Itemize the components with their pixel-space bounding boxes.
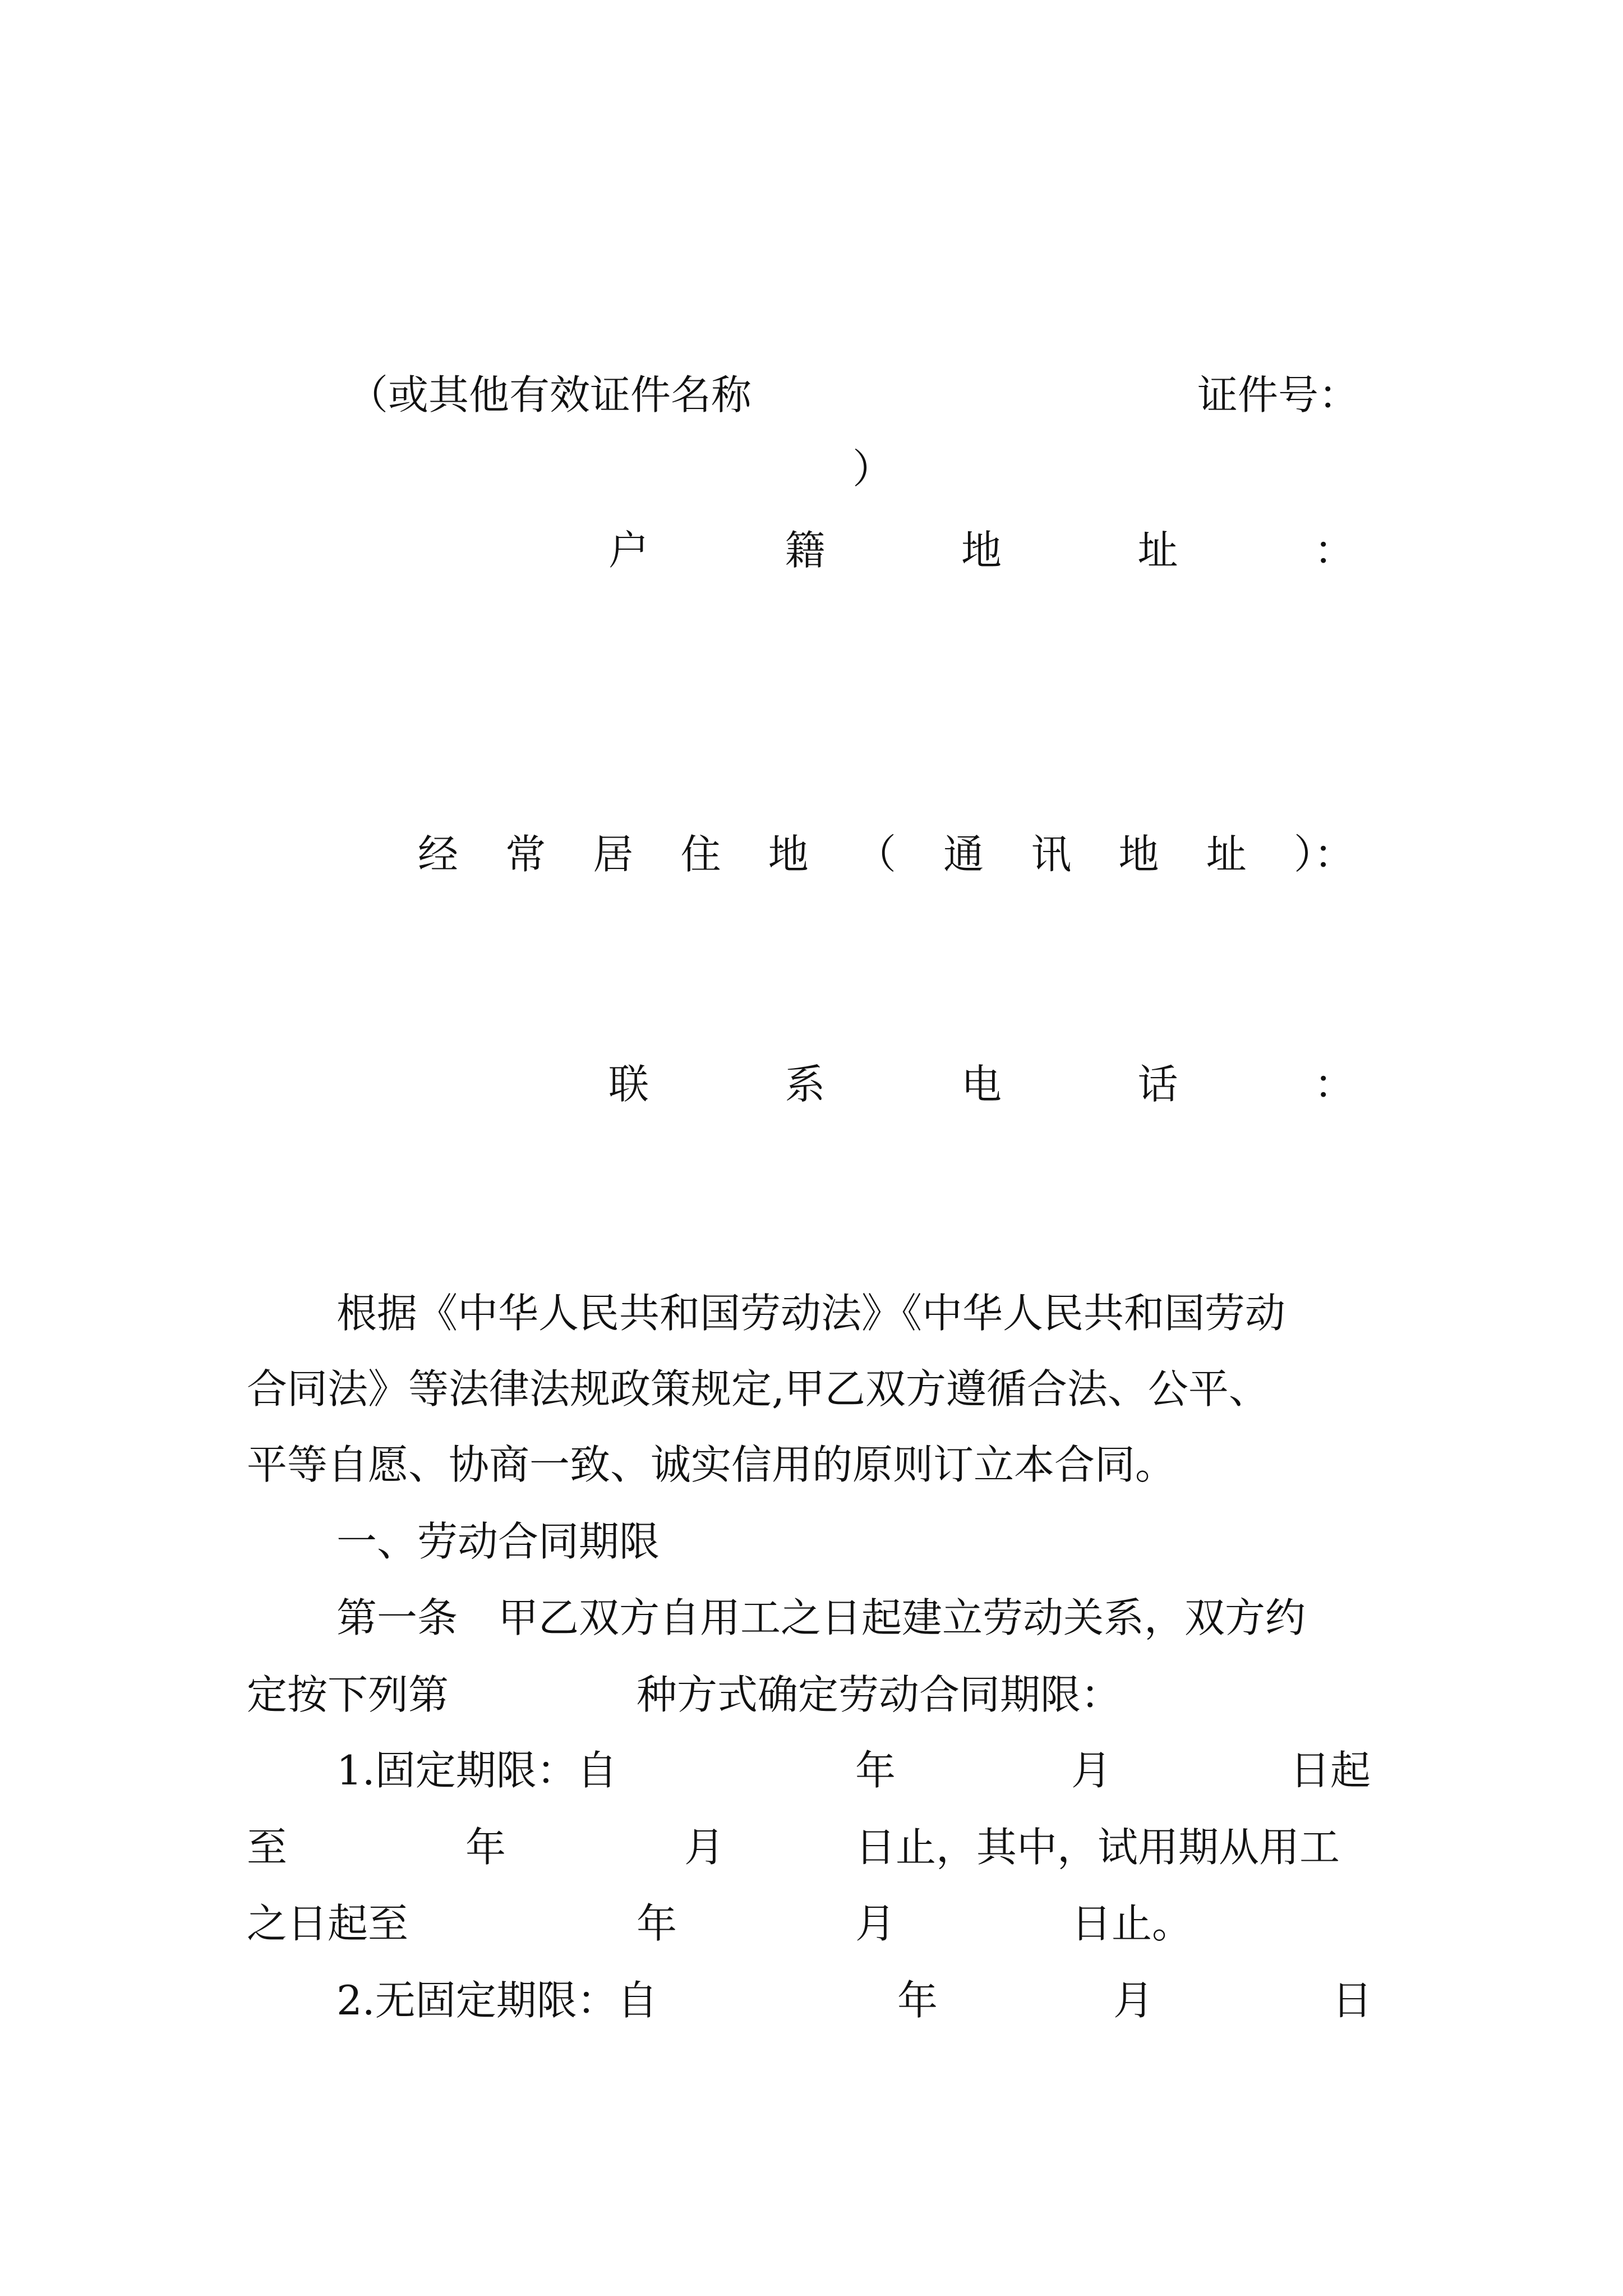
label-char: 讯 (1031, 831, 1072, 878)
household-address-label (608, 527, 1354, 574)
article-1-line-2a: 定按下列第 (247, 1671, 449, 1718)
label-char: 住 (680, 831, 721, 878)
fixed-term-day: 日起 (1290, 1747, 1371, 1794)
probation-month: 月 (855, 1900, 896, 1947)
label-char: 经 (418, 831, 459, 878)
id-type-label: （或其他有效证件名称 (348, 371, 752, 418)
label-char: 电 (961, 1061, 1002, 1108)
fixed-term-end-day: 日止，其中，试用期从用工 (855, 1824, 1340, 1871)
phone-label (608, 1061, 1354, 1108)
intro-line-2: 合同法》等法律法规政策规定,甲乙双方遵循合法、公平、 (247, 1365, 1269, 1412)
label-char: 址 (1206, 831, 1247, 878)
probation-start: 之日起至 (247, 1900, 409, 1947)
intro-line-1: 根据《中华人民共和国劳动法》《中华人民共和国劳动 (336, 1290, 1286, 1337)
probation-year: 年 (637, 1900, 677, 1947)
id-close-paren: ） (852, 445, 893, 493)
open-term-year: 年 (897, 1977, 938, 2024)
label-char: 话 (1137, 1061, 1178, 1108)
label-char: 居 (593, 831, 634, 878)
fixed-term-month: 月 (1071, 1747, 1112, 1794)
probation-day: 日止。 (1071, 1900, 1193, 1947)
article-1-line-2b: 种方式确定劳动合同期限： (637, 1671, 1122, 1718)
article-1-line-1: 第一条 甲乙双方自用工之日起建立劳动关系，双方约 (336, 1594, 1306, 1641)
label-char: 系 (785, 1061, 826, 1108)
label-char: （ (855, 831, 896, 878)
open-term-start: 2.无固定期限：自 (336, 1977, 658, 2024)
fixed-term-end-year: 年 (465, 1824, 506, 1871)
label-char: ： (1313, 1061, 1354, 1108)
label-char: ： (1313, 527, 1354, 574)
fixed-term-end-to: 至 (247, 1824, 288, 1871)
residence-address-label (418, 831, 1354, 878)
label-char: 地 (768, 831, 809, 878)
fixed-term-end-month: 月 (684, 1824, 725, 1871)
id-number-label: 证件号： (1197, 371, 1359, 418)
open-term-month: 月 (1113, 1977, 1154, 2024)
label-char: 联 (608, 1061, 649, 1108)
fixed-term-start: 1.固定期限：自 (336, 1747, 617, 1794)
label-char: ）： (1293, 831, 1354, 878)
label-char: 址 (1137, 527, 1178, 574)
label-char: 通 (943, 831, 984, 878)
open-term-day: 日 (1332, 1977, 1373, 2024)
label-char: 地 (961, 527, 1002, 574)
label-char: 常 (505, 831, 546, 878)
intro-line-3: 平等自愿、协商一致、诚实信用的原则订立本合同。 (247, 1441, 1176, 1488)
label-char: 籍 (785, 527, 826, 574)
label-char: 地 (1118, 831, 1159, 878)
label-char: 户 (608, 527, 649, 574)
section-heading: 一、劳动合同期限 (336, 1518, 660, 1565)
fixed-term-year: 年 (855, 1747, 896, 1794)
